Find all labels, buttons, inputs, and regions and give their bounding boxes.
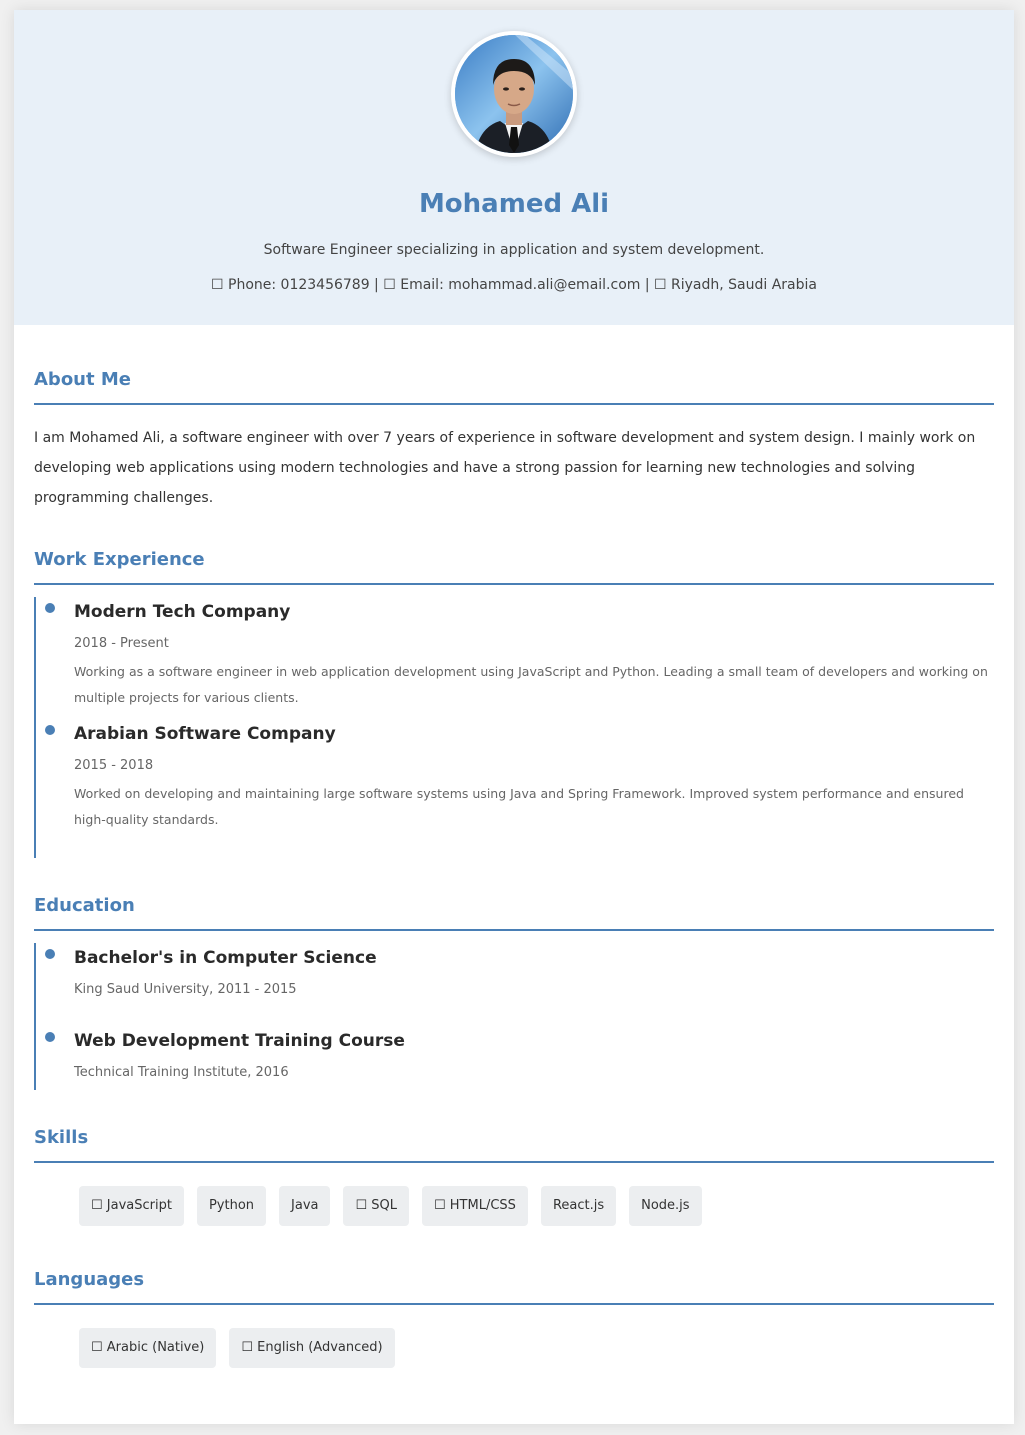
skill-tag: ☐ HTML/CSS [422,1186,528,1226]
timeline-dot [45,603,55,613]
skill-tag: Java [279,1186,330,1226]
skill-tag: ☐ JavaScript [79,1186,184,1226]
avatar [451,31,577,157]
timeline-dot [45,949,55,959]
experience-period: 2015 - 2018 [74,758,154,773]
education-section-title: Education [34,893,994,931]
skill-tag: React.js [541,1186,616,1226]
skill-tag: Node.js [629,1186,701,1226]
skills-section-title: Skills [34,1125,994,1163]
skills-list [79,1186,979,1226]
experience-section-title: Work Experience [34,547,994,585]
profile-header [14,10,1014,325]
education-detail: King Saud University, 2011 - 2015 [74,982,297,997]
experience-item [36,597,994,711]
timeline-dot [45,1032,55,1042]
experience-description: Working as a software engineer in web application development using JavaScript and Python. Leading a small team of developers and working on multiple projects for various clients. [74,664,988,705]
profile-name: Mohamed Ali [418,189,610,219]
language-tag: ☐ Arabic (Native) [79,1328,216,1368]
resume-card [14,10,1014,1424]
experience-description: Worked on developing and maintaining large software systems using Java and Spring Framework. Improved system performance and ensured high-quality standards. [74,786,964,827]
education-item [36,943,994,1000]
language-tag: ☐ English (Advanced) [229,1328,394,1368]
company-name: Modern Tech Company [74,602,291,622]
languages-list [79,1328,979,1368]
experience-item [36,721,994,833]
languages-section-title: Languages [34,1267,994,1305]
about-section-title: About Me [34,367,994,405]
profile-photo-icon [455,35,573,153]
degree-name: Web Development Training Course [74,1031,405,1051]
experience-period: 2018 - Present [74,636,169,651]
skill-tag: ☐ SQL [343,1186,409,1226]
education-timeline [34,943,994,1090]
contact-info: ☐ Phone: 0123456789 | ☐ Email: mohammad.ali@email.com | ☐ Riyadh, Saudi Arabia [211,277,817,293]
skill-tag: Python [197,1186,266,1226]
education-detail: Technical Training Institute, 2016 [74,1065,289,1080]
degree-name: Bachelor's in Computer Science [74,948,377,968]
profile-tagline: Software Engineer specializing in application and system development. [263,242,765,258]
about-text: I am Mohamed Ali, a software engineer with over 7 years of experience in software development and system design. I mainly work on developing web applications using modern technologies and have a strong passion for learning new technologies and solving programming challenges. [34,430,976,506]
experience-timeline [34,597,994,858]
education-item [36,1028,994,1083]
company-name: Arabian Software Company [74,724,336,744]
timeline-dot [45,725,55,735]
